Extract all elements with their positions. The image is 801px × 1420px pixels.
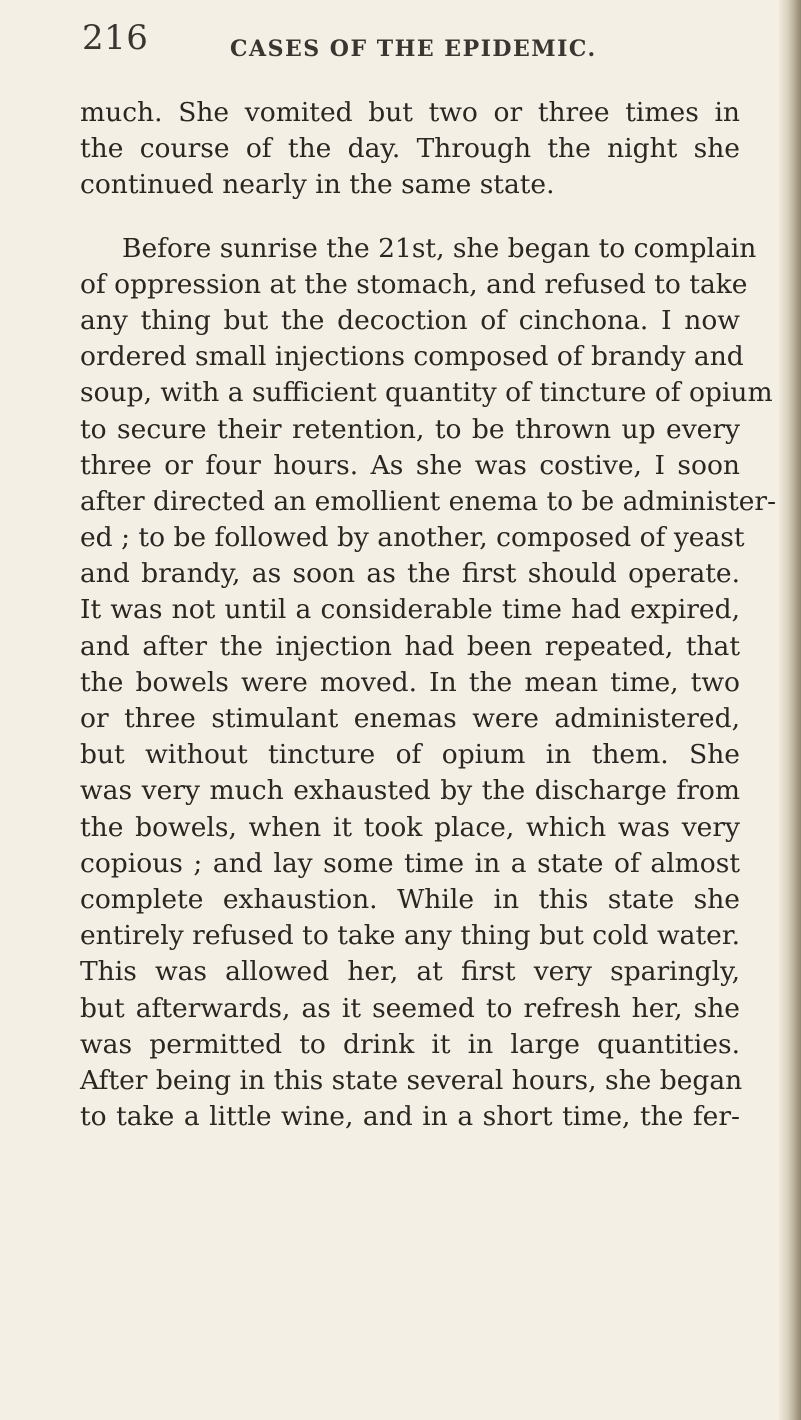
text-line: copious ; and lay some time in a state of almost xyxy=(80,847,740,879)
paragraph-gap xyxy=(80,204,740,231)
text-line: and brandy, as soon as the first should operate. xyxy=(80,558,740,590)
text-line: complete exhaustion. While in this state she xyxy=(80,883,740,915)
text-line: to secure their retention, to be thrown up every xyxy=(80,413,740,445)
paragraph-2 xyxy=(80,231,777,1136)
text-line: This was allowed her, at first very sparingly, xyxy=(80,956,740,988)
text-line: and after the injection had been repeated, that xyxy=(80,630,740,662)
text-line: entirely refused to take any thing but cold water. xyxy=(80,920,740,952)
text-line: three or four hours. As she was costive, I soon xyxy=(80,449,740,481)
text-line: After being in this state several hours, she began xyxy=(80,1064,743,1096)
text-line: continued nearly in the same state. xyxy=(80,169,555,201)
paragraph-1 xyxy=(80,95,740,204)
body-text xyxy=(80,95,777,1135)
text-line: much. She vomited but two or three times in xyxy=(80,97,740,128)
text-line: the bowels were moved. In the mean time, two xyxy=(80,666,740,698)
page-edge-shadow xyxy=(779,0,801,1420)
text-line: the course of the day. Through the night she xyxy=(80,133,740,165)
text-line: of oppression at the stomach, and refused to take xyxy=(80,268,748,300)
text-line: any thing but the decoction of cinchona. I now xyxy=(80,304,740,336)
text-line: Before sunrise the 21st, she began to complain xyxy=(122,232,757,264)
running-head: CASES OF THE EPIDEMIC. xyxy=(230,36,597,62)
text-line: or three stimulant enemas were administered, xyxy=(80,703,740,734)
text-line: ed ; to be followed by another, composed of yeast xyxy=(80,522,745,554)
page-header xyxy=(80,18,740,68)
text-line: ordered small injections composed of brandy and xyxy=(80,341,744,373)
text-line: but without tincture of opium in them. She xyxy=(80,739,740,771)
text-line: soup, with a sufficient quantity of tincture of opium xyxy=(80,377,773,409)
text-line: was permitted to drink it in large quantities. xyxy=(80,1028,740,1060)
text-line: after directed an emollient enema to be administer- xyxy=(80,485,777,517)
text-line: but afterwards, as it seemed to refresh her, she xyxy=(80,992,740,1024)
text-line: It was not until a considerable time had expired, xyxy=(80,594,740,626)
page-number: 216 xyxy=(82,18,149,58)
text-line: to take a little wine, and in a short time, the fer- xyxy=(80,1101,740,1133)
text-line: the bowels, when it took place, which was very xyxy=(80,811,740,843)
text-line: was very much exhausted by the discharge from xyxy=(80,775,740,807)
